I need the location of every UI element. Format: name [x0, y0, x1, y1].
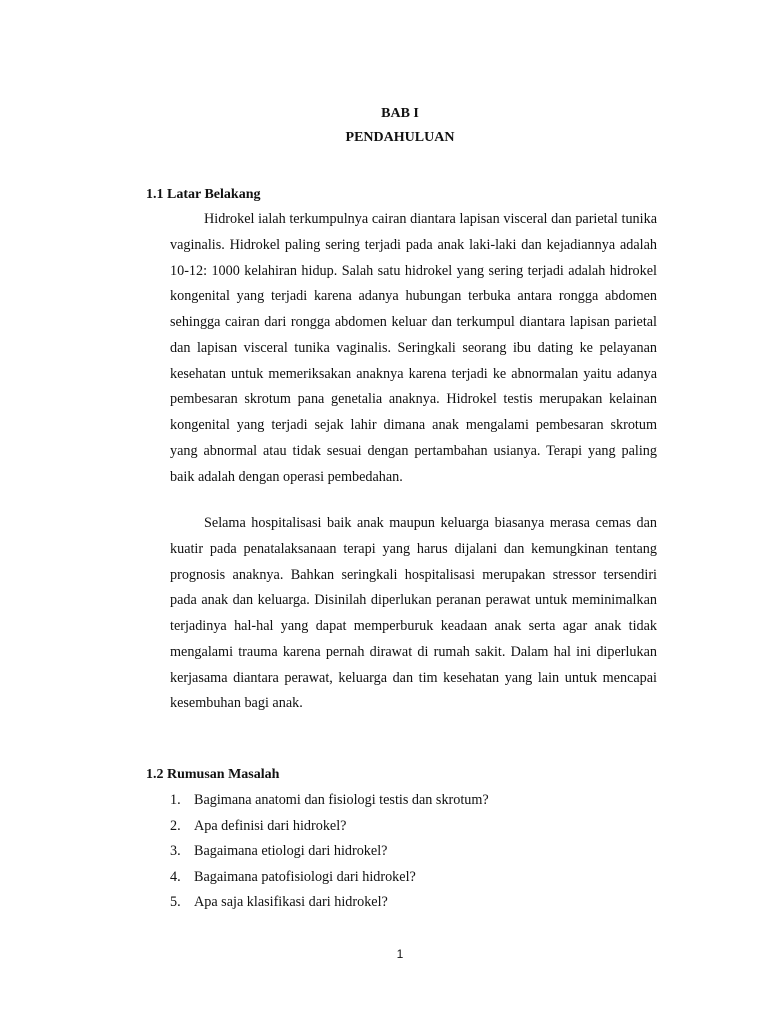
- section-heading-rumusan-masalah: 1.2 Rumusan Masalah: [146, 767, 280, 782]
- list-item-number: 5.: [170, 894, 181, 910]
- list-item: [170, 788, 489, 814]
- chapter-number: BAB I: [381, 106, 419, 121]
- list-item: [170, 865, 489, 891]
- list-item: [170, 890, 489, 916]
- list-item-text: Bagaimana patofisiologi dari hidrokel?: [194, 868, 416, 885]
- chapter-title: PENDAHULUAN: [345, 130, 455, 145]
- list-item-number: 3.: [170, 843, 181, 859]
- list-item: [170, 814, 489, 840]
- list-item-text: Bagaimana etiologi dari hidrokel?: [194, 843, 388, 859]
- list-item-text: Apa saja klasifikasi dari hidrokel?: [194, 894, 388, 910]
- list-item-number: 1.: [170, 792, 181, 808]
- paragraph: Hidrokel ialah terkumpulnya cairan diantara lapisan visceral dan parietal tunika vaginalis. Hidrokel paling sering terjadi pada anak laki-laki dan kejadiannya adalah 10-12: 1000 kelahiran hidup. Salah satu hidrokel yang sering terjadi adalah hidrokel kongenital yang terjadi karena adanya hubungan terbuka antara rongga abdomen sehingga cairan dari rongga abdomen keluar dan terkumpul diantara lapisan parietal dan lapisan visceral tunika vaginalis. Seringkali seorang ibu dating ke pelayanan kesehatan untuk memeriksakan anaknya karena terjadi ke abnormalan yaitu adanya pembesaran skrotum pana genetalia anaknya. Hidrokel testis merupakan kelainan kongenital yang terjadi sejak lahir dimana anak mengalami pembesaran skrotum yang abnormal atau tidak sesuai dengan pertambahan usianya. Terapi yang paling baik adalah dengan operasi pembedahan.: [170, 211, 657, 485]
- question-list: [170, 788, 489, 916]
- list-item-number: 2.: [170, 817, 181, 834]
- list-item-text: Apa definisi dari hidrokel?: [194, 817, 347, 834]
- list-item-number: 4.: [170, 868, 181, 885]
- page-number: 1: [396, 947, 404, 961]
- paragraph: Selama hospitalisasi baik anak maupun keluarga biasanya merasa cemas dan kuatir pada penatalaksanaan terapi yang harus dijalani dan kemungkinan tentang prognosis anaknya. Bahkan seringkali hospitalisasi merupakan stressor tersendiri pada anak dan keluarga. Disinilah diperlukan peranan perawat untuk meminimalkan terjadinya hal-hal yang dapat memperburuk keadaan anak serta agar anak tidak mengalami trauma karena pernah dirawat di rumah sakit. Dalam hal ini diperlukan kerjasama diantara perawat, keluarga dan tim kesehatan yang lain untuk mencapai kesembuhan bagi anak.: [170, 515, 657, 712]
- list-item: [170, 839, 489, 865]
- section-heading-latar-belakang: 1.1 Latar Belakang: [146, 187, 261, 202]
- list-item-text: Bagimana anatomi dan fisiologi testis dan skrotum?: [194, 792, 489, 808]
